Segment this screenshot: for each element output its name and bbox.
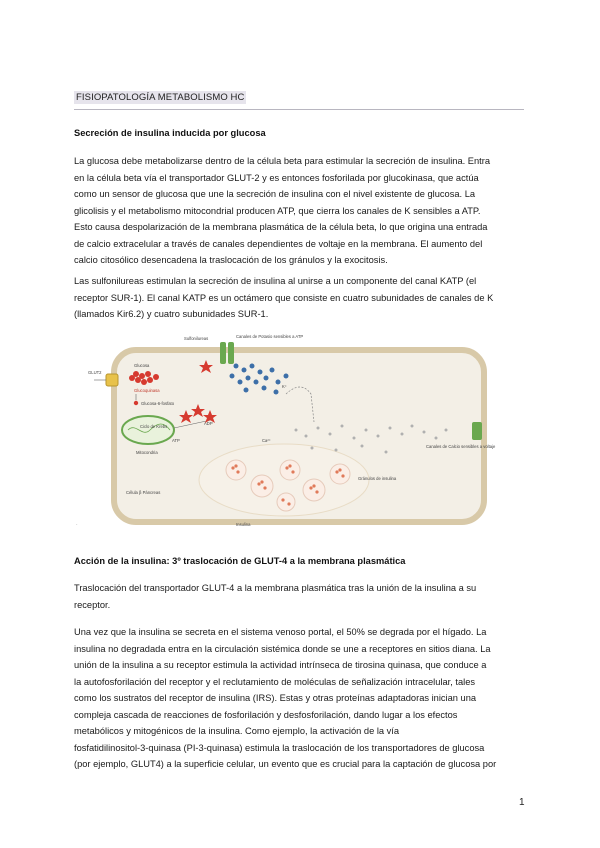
document-header-title: FISIOPATOLOGÍA METABOLISMO HC [76,92,245,103]
text-line: como un sensor de glucosa que une la secreción de insulina con el nivel existente de glucosa. La [74,189,476,199]
paragraph-sulfonylureas [74,273,526,323]
text-line: glicolisis y el metabolismo mitocondrial producen ATP, que cierra los canales de K sensibles a ATP. [74,205,481,216]
glucokinase-label: Glucoquinasa [134,388,160,393]
katp-label: Canales de Potasio sensibles a ATP [236,334,304,339]
text-line: fosfatidilinositol-3-quinasa (PI-3-quinasa) estimula la traslocación de los transportadores de glucosa [74,742,485,753]
text-line: insulina no degradada entra en la circulación sistémica donde se une a receptores en sitios diana. La [74,643,491,654]
text-line: (por ejemplo, GLUT4) a la superficie celular, un evento que es crucial para la captación de glucosa por [74,759,497,769]
katp-channel-right [228,342,234,364]
page-number: 1 [519,797,525,808]
text-line: receptor SUR-1). El canal KATP es un octámero que consiste en cuatro subunidades de canales de K [74,292,494,303]
beta-cell-label: Célula β Páncreas [126,490,161,495]
section-heading-insulin-secretion: Secreción de insulina inducida por glucosa [74,128,266,138]
text-line: receptor. [74,599,111,610]
figure-caption-mark: · [76,522,78,528]
text-line: compleja cascada de reacciones de fosforilación y desfosforilación, dando lugar a los efectos [74,709,458,720]
glucose-label: Glucosa [134,363,150,368]
text-line: La glucosa debe metabolizarse dentro de la célula beta para estimular la secreción de insulina. Entra [74,156,491,166]
text-line: calcio citosólico desencadena la traslocación de los gránulos y la exocitosis. [74,255,388,265]
text-line: unión de la insulina a su receptor estimula la actividad intrínseca de tirosina quinasa, que conduce a [74,660,487,670]
potassium-label: K⁺ [282,384,288,389]
g6p-marker [134,401,138,405]
g6p-label: Glucosa-6-fosfato [141,401,175,406]
paragraph-glucose-metabolism [74,153,526,269]
calcium-label: Ca²⁺ [262,438,271,443]
text-line: Traslocación del transportador GLUT-4 a la membrana plasmática tras la unión de la insulina a su [74,583,477,593]
sulfonylureas-label: Sulfonilureas [184,336,209,341]
katp-channel-left [220,342,226,364]
calcium-channel [472,422,482,440]
atp-label-mito: ATP [172,438,180,443]
glut2-transporter [106,374,118,386]
vdcc-label: Canales de Calcio sensibles a voltaje [426,444,496,449]
adp-label: ADP [204,421,213,426]
text-line: la autofosforilación del receptor y el reclutamiento de moléculas de señalización intracelular, tales [74,676,476,687]
mitochondria-label: Mitocondria [136,450,158,455]
text-line: Una vez que la insulina se secreta en el sistema venoso portal, el 50% se degrada por el hígado. La [74,627,487,637]
header-divider [74,109,524,110]
section-heading-insulin-action: Acción de la insulina: 3º traslocación de GLUT-4 a la membrana plasmática [74,556,406,566]
glut2-label: GLUT2 [88,370,102,375]
krebs-label: Ciclo de Krebs [140,424,168,429]
text-line: (llamados Kir6.2) y cuatro subunidades SUR-1. [74,309,269,319]
text-line: Las sulfonilureas estimulan la secreción de insulina al unirse a un componente del canal KATP (el [74,276,477,286]
paragraph-insulin-signaling [74,624,526,773]
text-line: en la célula beta vía el transportador GLUT-2 y es entonces fosforilada por glucokinasa, que actúa [74,172,479,183]
text-line: metabólicos y mitogénicos de la insulina. Como ejemplo, la activación de la vía [74,726,400,736]
insulin-label: Insulina [236,522,251,527]
paragraph-glut4-translocation [74,580,526,613]
beta-cell-diagram [86,330,496,530]
mitochondria [122,416,174,444]
text-line: como los sustratos del receptor de insulina (IRS). Estas y otras proteínas adaptadoras inician una [74,693,477,703]
text-line: Esto causa despolarización de la membrana plasmática de la célula beta, lo que origina una entrada [74,222,488,232]
granules-label: Gránulos de insulina [358,476,397,481]
text-line: de calcio extracelular a través de canales dependientes de voltaje en la membrana. El aumento del [74,238,483,249]
